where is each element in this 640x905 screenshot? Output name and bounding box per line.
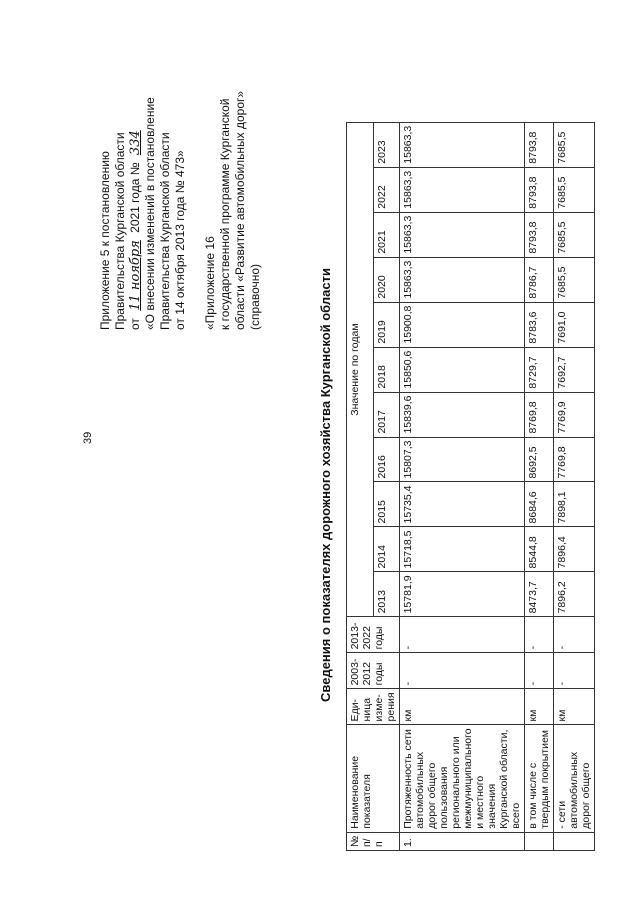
row-period-1: - bbox=[400, 653, 525, 689]
appendix-line-2: Правительства Курганской области bbox=[113, 132, 127, 330]
table-header-row bbox=[347, 122, 374, 850]
row-name: - сети автомобильных дорог общего bbox=[554, 725, 595, 832]
header-num: № п/п bbox=[347, 832, 400, 850]
header-unit: Еди- ница изме- рения bbox=[347, 689, 400, 725]
row-value: 7685,5 bbox=[554, 122, 595, 167]
row-value: 7896,2 bbox=[554, 572, 595, 617]
row-value: 15900,8 bbox=[400, 302, 525, 347]
document-title: Сведения о показателях дорожного хозяйства Курганской области bbox=[318, 268, 333, 702]
row-value: 8692,5 bbox=[525, 437, 554, 482]
table-row bbox=[554, 122, 595, 850]
row-num: 1. bbox=[400, 832, 525, 850]
row-value: 8783,6 bbox=[525, 302, 554, 347]
row-value: 15718,5 bbox=[400, 527, 525, 572]
appendix16-line-4: (справочно) bbox=[248, 263, 262, 330]
row-value: 8684,6 bbox=[525, 482, 554, 527]
header-name: Наименование показателя bbox=[347, 725, 400, 832]
number-prefix: № bbox=[128, 162, 142, 176]
header-year: 2022 bbox=[373, 167, 400, 212]
row-period-2: - bbox=[554, 617, 595, 653]
header-year: 2020 bbox=[373, 257, 400, 302]
table-row bbox=[525, 122, 554, 850]
row-value: 15863,3 bbox=[400, 167, 525, 212]
row-value: 15839,6 bbox=[400, 392, 525, 437]
row-name: Протяженность сети автомобильных дорог общего пользования регионального или межмуниципального и местного значения Курганской области, всего bbox=[400, 725, 525, 832]
header-period-2003-2012: 2003- 2012 годы bbox=[347, 653, 400, 689]
header-year: 2017 bbox=[373, 392, 400, 437]
appendix-line-4: «О внесении изменений в постановление bbox=[143, 97, 157, 330]
row-period-1: - bbox=[554, 653, 595, 689]
row-period-2: - bbox=[525, 617, 554, 653]
header-year: 2019 bbox=[373, 302, 400, 347]
row-value: 7692,7 bbox=[554, 347, 595, 392]
row-value: 15863,3 bbox=[400, 212, 525, 257]
row-value: 8729,7 bbox=[525, 347, 554, 392]
row-value: 7685,5 bbox=[554, 167, 595, 212]
appendix16-line-3: области «Развитие автомобильных дорог» bbox=[233, 90, 247, 330]
handwritten-date: 11 ноября bbox=[128, 240, 143, 311]
row-value: 7898,1 bbox=[554, 482, 595, 527]
header-year: 2016 bbox=[373, 437, 400, 482]
row-period-1: - bbox=[525, 653, 554, 689]
row-num bbox=[525, 832, 554, 850]
date-year: 2021 года bbox=[128, 178, 142, 233]
row-value: 7685,5 bbox=[554, 212, 595, 257]
row-unit: км bbox=[525, 689, 554, 725]
row-value: 8793,8 bbox=[525, 212, 554, 257]
row-value: 7896,4 bbox=[554, 527, 595, 572]
row-unit: км bbox=[400, 689, 525, 725]
row-value: 15863,3 bbox=[400, 257, 525, 302]
row-value: 8544,8 bbox=[525, 527, 554, 572]
appendix16-line-1: «Приложение 16 bbox=[203, 236, 217, 330]
appendix-line-5: Правительства Курганской области bbox=[158, 132, 172, 330]
header-year: 2015 bbox=[373, 482, 400, 527]
appendix-date-line bbox=[128, 30, 143, 330]
page-number: 39 bbox=[82, 431, 94, 444]
header-year: 2021 bbox=[373, 212, 400, 257]
appendix-line-1: Приложение 5 к постановлению bbox=[98, 151, 112, 330]
header-year: 2013 bbox=[373, 572, 400, 617]
header-period-2013-2022: 2013- 2022 годы bbox=[347, 617, 400, 653]
date-prefix: от bbox=[128, 318, 142, 330]
row-value: 8473,7 bbox=[525, 572, 554, 617]
row-num bbox=[554, 832, 595, 850]
appendix-line-6: от 14 октября 2013 года № 473» bbox=[173, 150, 187, 330]
row-value: 8769,8 bbox=[525, 392, 554, 437]
row-value: 15863,3 bbox=[400, 122, 525, 167]
row-value: 7769,9 bbox=[554, 392, 595, 437]
row-value: 8786,7 bbox=[525, 257, 554, 302]
row-value: 7691,0 bbox=[554, 302, 595, 347]
row-value: 15850,6 bbox=[400, 347, 525, 392]
row-unit: км bbox=[554, 689, 595, 725]
row-name: в том числе с твердым покрытием bbox=[525, 725, 554, 832]
row-value: 7685,5 bbox=[554, 257, 595, 302]
header-values-by-year: Значение по годам bbox=[347, 122, 374, 617]
appendix-block bbox=[98, 30, 263, 330]
road-indicators-table bbox=[346, 122, 595, 851]
header-year: 2014 bbox=[373, 527, 400, 572]
row-value: 8793,8 bbox=[525, 122, 554, 167]
handwritten-number: 334 bbox=[128, 130, 143, 156]
row-value: 15735,4 bbox=[400, 482, 525, 527]
row-value: 15781,9 bbox=[400, 572, 525, 617]
row-value: 7769,8 bbox=[554, 437, 595, 482]
row-value: 15807,3 bbox=[400, 437, 525, 482]
appendix16-line-2: к государственной программе Курганской bbox=[218, 98, 232, 330]
header-year: 2018 bbox=[373, 347, 400, 392]
row-value: 8793,8 bbox=[525, 167, 554, 212]
row-period-2: - bbox=[400, 617, 525, 653]
header-year: 2023 bbox=[373, 122, 400, 167]
table-row bbox=[400, 122, 525, 850]
